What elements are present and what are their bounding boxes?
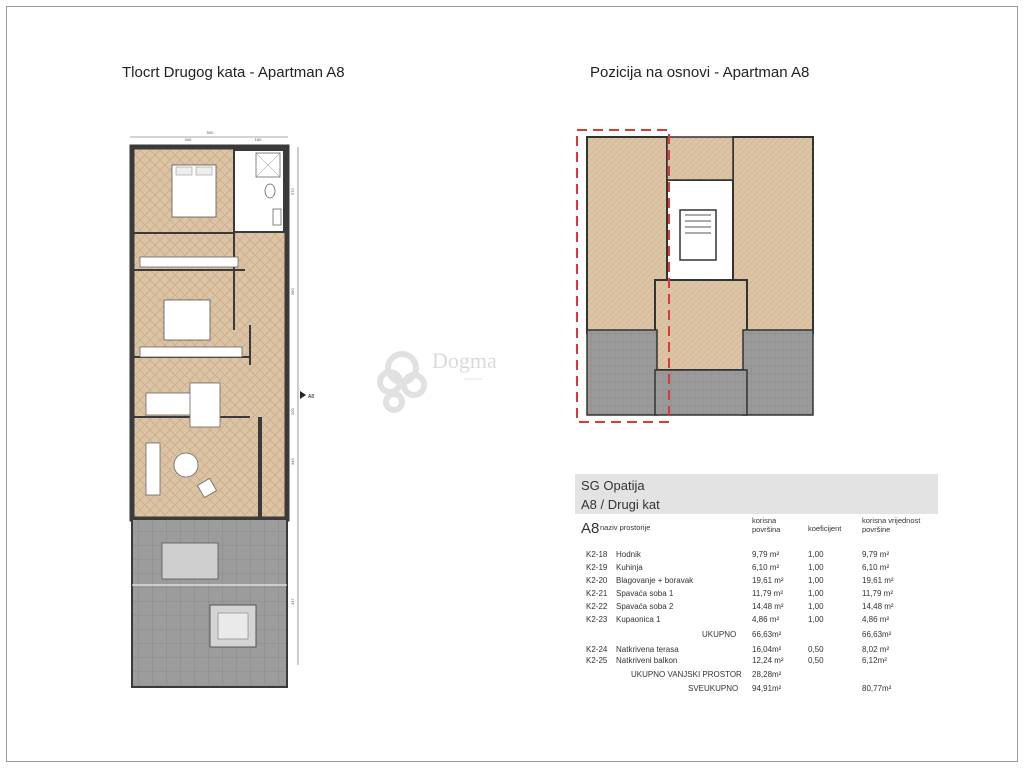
table-cell: 1,00 xyxy=(808,576,824,585)
table-row xyxy=(0,550,1024,560)
table-cell: 4,86 m² xyxy=(752,615,780,624)
table-cell: 80,77m² xyxy=(862,684,892,693)
outdoor-sofa xyxy=(162,543,218,579)
table-cell: 66,63m² xyxy=(862,630,892,639)
dining-table xyxy=(190,383,220,427)
table-row xyxy=(0,615,1024,625)
position-plan-title: Pozicija na osnovi - Apartman A8 xyxy=(590,64,810,81)
table-cell: 9,79 m² xyxy=(862,550,890,559)
table-cell: 14,48 m² xyxy=(862,602,894,611)
table-cell: K2-25 xyxy=(586,656,608,665)
col-area xyxy=(752,516,780,534)
watermark-text: Dogma xyxy=(432,348,497,373)
table-cell: K2-23 xyxy=(586,615,608,624)
dim-right-3: 200 xyxy=(290,408,295,415)
table-cell: Natkrivena terasa xyxy=(616,645,679,654)
table-cell: 1,00 xyxy=(808,615,824,624)
table-cell: 14,48 m² xyxy=(752,602,784,611)
col-value-l1: korisna vrijednost xyxy=(862,516,921,525)
dim-top-total: 500 xyxy=(206,130,214,135)
outdoor-total-row xyxy=(0,670,1024,680)
table-cell: UKUPNO xyxy=(702,630,737,639)
table-cell: K2-22 xyxy=(586,602,608,611)
table-cell: K2-20 xyxy=(586,576,608,585)
table-cell: UKUPNO VANJSKI PROSTOR xyxy=(631,670,742,679)
table-cell: 6,12m² xyxy=(862,656,887,665)
table-cell: 0,50 xyxy=(808,645,824,654)
table-row xyxy=(0,576,1024,586)
table-cell: K2-24 xyxy=(586,645,608,654)
table-cell: K2-21 xyxy=(586,589,608,598)
building-location-plan xyxy=(575,125,825,425)
coffee-table xyxy=(174,453,198,477)
table-cell: 8,02 m² xyxy=(862,645,890,654)
table-cell: 28,28m² xyxy=(752,670,782,679)
table-cell: 12,24 m² xyxy=(752,656,784,665)
table-cell: 1,00 xyxy=(808,589,824,598)
table-cell: Kupaonica 1 xyxy=(616,615,661,624)
bed-2 xyxy=(164,300,210,340)
table-cell: 11,79 m² xyxy=(862,589,893,598)
table-cell: 94,91m² xyxy=(752,684,782,693)
stairwell xyxy=(680,210,716,260)
table-row xyxy=(0,589,1024,599)
table-cell: 4,86 m² xyxy=(862,615,890,624)
dim-right-4: 345 xyxy=(290,458,295,465)
table-cell: 6,10 m² xyxy=(862,563,890,572)
dim-top-right: 160 xyxy=(254,137,262,142)
table-cell: 11,79 m² xyxy=(752,589,783,598)
watermark-logo xyxy=(372,330,497,420)
dim-right-1: 570 xyxy=(290,188,295,195)
wardrobe xyxy=(140,257,238,267)
col-value-l2: površine xyxy=(862,525,891,534)
table-cell: 19,61 m² xyxy=(862,576,894,585)
table-cell: 9,79 m² xyxy=(752,550,780,559)
col-value xyxy=(862,516,920,534)
sofa xyxy=(146,443,160,495)
unit-label: A8 xyxy=(581,520,600,537)
table-row xyxy=(0,602,1024,612)
col-area-l1: korisna xyxy=(752,516,777,525)
table-cell: 1,00 xyxy=(808,563,824,572)
dim-top-left: 340 xyxy=(184,137,192,142)
unit-floor: A8 / Drugi kat xyxy=(581,497,660,512)
project-name: SG Opatija xyxy=(581,478,645,493)
table-row xyxy=(0,563,1024,573)
dim-right-5: 347 xyxy=(290,598,295,605)
panel-header xyxy=(575,474,938,514)
table-cell: Blagovanje + boravak xyxy=(616,576,694,585)
kitchen-counter xyxy=(140,347,242,357)
table-cell: SVEUKUPNO xyxy=(688,684,739,693)
floor-plan-title: Tlocrt Drugog kata - Apartman A8 xyxy=(122,64,345,81)
col-room: naziv prostorije xyxy=(600,523,651,532)
table-cell: Spavaća soba 1 xyxy=(616,589,674,598)
col-coef: koeficijent xyxy=(808,524,842,533)
table-cell: 6,10 m² xyxy=(752,563,780,572)
table-cell: 66,63m² xyxy=(752,630,782,639)
grand-total-row xyxy=(0,684,1024,694)
toilet xyxy=(265,184,275,198)
table-cell: Natkriveni balkon xyxy=(616,656,678,665)
table-cell: 19,61 m² xyxy=(752,576,784,585)
table-cell: K2-19 xyxy=(586,563,608,572)
table-row xyxy=(0,645,1024,655)
table-cell: 1,00 xyxy=(808,550,824,559)
table-cell: 16,04m² xyxy=(752,645,782,654)
total-row xyxy=(0,630,1024,640)
table-cell: K2-18 xyxy=(586,550,608,559)
entry-marker-label: A8 xyxy=(308,394,315,400)
table-cell: 0,50 xyxy=(808,656,824,665)
table-cell: Spavaća soba 2 xyxy=(616,602,674,611)
table-cell: 1,00 xyxy=(808,602,824,611)
watermark-sub: nekretnine xyxy=(464,376,483,381)
col-area-l2: površina xyxy=(752,525,781,534)
table-cell: Kuhinja xyxy=(616,563,643,572)
dim-right-2: 360 xyxy=(290,288,295,295)
table-cell: Hodnik xyxy=(616,550,641,559)
table-row xyxy=(0,656,1024,666)
